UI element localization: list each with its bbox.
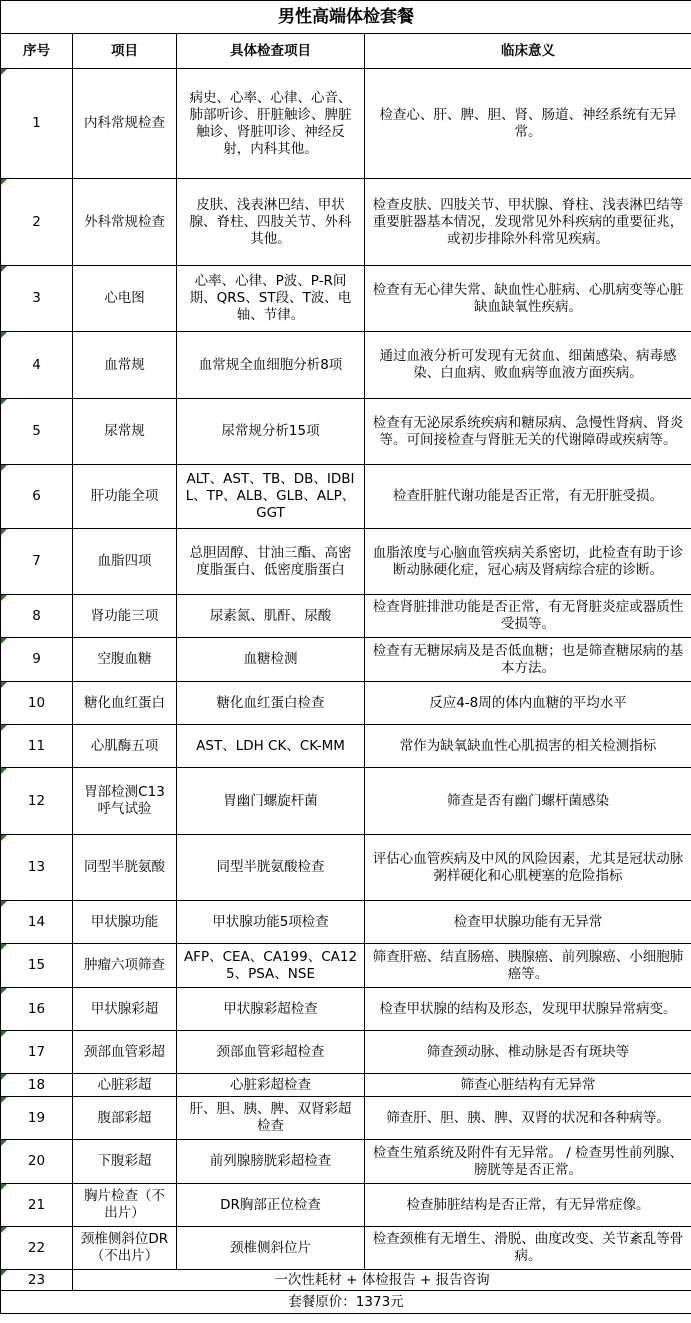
cell-detail: 肝、胆、胰、脾、双肾彩超检查 [177, 1097, 365, 1140]
table-row [1, 1184, 691, 1227]
cell-meaning: 检查生殖系统及附件有无异常。 / 检查男性前列腺、膀胱等是否正常。 [365, 1140, 691, 1184]
cell-item: 肿瘤六项筛查 [73, 944, 177, 988]
cell-seq: 14 [1, 901, 73, 944]
cell-detail: 颈部血管彩超检查 [177, 1031, 365, 1074]
cell-seq: 6 [1, 465, 73, 529]
cell-detail: 尿素氮、肌酐、尿酸 [177, 595, 365, 638]
cell-seq: 18 [1, 1074, 73, 1097]
extra-items-cell: 一次性耗材 + 体检报告 + 报告咨询 [73, 1270, 691, 1291]
cell-seq: 8 [1, 595, 73, 638]
table-row [1, 944, 691, 988]
cell-seq: 15 [1, 944, 73, 988]
table-row [1, 266, 691, 332]
cell-seq: 13 [1, 835, 73, 901]
cell-seq: 3 [1, 266, 73, 332]
cell-meaning: 筛查是否有幽门螺杆菌感染 [365, 768, 691, 835]
cell-seq: 22 [1, 1227, 73, 1270]
table-row [1, 725, 691, 768]
cell-meaning: 血脂浓度与心脑血管疾病关系密切，此检查有助于诊断动脉硬化症，冠心病及肾病综合症的诊断。 [365, 529, 691, 595]
cell-seq: 16 [1, 988, 73, 1031]
cell-item: 肾功能三项 [73, 595, 177, 638]
cell-meaning: 检查甲状腺功能有无异常 [365, 901, 691, 944]
table-row [1, 332, 691, 399]
cell-seq: 11 [1, 725, 73, 768]
cell-item: 尿常规 [73, 399, 177, 465]
cell-meaning: 检查肺脏结构是否正常，有无异常症像。 [365, 1184, 691, 1227]
title-row [1, 1, 691, 34]
cell-detail: AST、LDH CK、CK-MM [177, 725, 365, 768]
cell-detail: 皮肤、浅表淋巴结、甲状腺、脊柱、四肢关节、外科其他。 [177, 179, 365, 266]
cell-seq: 19 [1, 1097, 73, 1140]
cell-meaning: 检查有无泌尿系统疾病和糖尿病、急慢性肾病、肾炎等。可间接检查与肾脏无关的代谢障碍或疾病等。 [365, 399, 691, 465]
table-row [1, 69, 691, 179]
table-row [1, 1031, 691, 1074]
table-row [1, 901, 691, 944]
cell-detail: 甲状腺彩超检查 [177, 988, 365, 1031]
cell-item: 糖化血红蛋白 [73, 682, 177, 725]
cell-item: 内科常规检查 [73, 69, 177, 179]
cell-item: 心肌酶五项 [73, 725, 177, 768]
cell-item: 心脏彩超 [73, 1074, 177, 1097]
cell-item: 空腹血糖 [73, 638, 177, 682]
cell-seq: 23 [1, 1270, 73, 1291]
cell-meaning: 检查皮肤、四肢关节、甲状腺、脊柱、浅表淋巴结等重要脏器基本情况，发现常见外科疾病的重要征兆，或初步排除外科常见疾病。 [365, 179, 691, 266]
table-row [1, 1227, 691, 1270]
cell-meaning: 常作为缺氧缺血性心肌损害的相关检测指标 [365, 725, 691, 768]
cell-detail: ALT、AST、TB、DB、IDBIL、TP、ALB、GLB、ALP、GGT [177, 465, 365, 529]
cell-meaning: 评估心血管疾病及中风的风险因素，尤其是冠状动脉粥样硬化和心肌梗塞的危险指标 [365, 835, 691, 901]
cell-item: 颈部血管彩超 [73, 1031, 177, 1074]
table-row [1, 1140, 691, 1184]
table-row [1, 768, 691, 835]
cell-seq: 7 [1, 529, 73, 595]
header-meaning: 临床意义 [365, 34, 691, 69]
cell-seq: 12 [1, 768, 73, 835]
table-row [1, 682, 691, 725]
cell-detail: 糖化血红蛋白检查 [177, 682, 365, 725]
cell-seq: 2 [1, 179, 73, 266]
cell-meaning: 通过血液分析可发现有无贫血、细菌感染、病毒感染、白血病、败血病等血液方面疾病。 [365, 332, 691, 399]
cell-meaning: 检查有无心律失常、缺血性心脏病、心肌病变等心脏缺血缺氧性疾病。 [365, 266, 691, 332]
cell-detail: 胃幽门螺旋杆菌 [177, 768, 365, 835]
cell-detail: 病史、心率、心律、心音、肺部听诊、肝脏触诊、脾脏触诊、肾脏叩诊、神经反射，内科其他。 [177, 69, 365, 179]
cell-detail: 颈椎侧斜位片 [177, 1227, 365, 1270]
table-row [1, 179, 691, 266]
cell-detail: AFP、CEA、CA199、CA125、PSA、NSE [177, 944, 365, 988]
cell-meaning: 筛查肝癌、结直肠癌、胰腺癌、前列腺癌、小细胞肺癌等。 [365, 944, 691, 988]
cell-detail: 心率、心律、P波、P-R间期、QRS、ST段、T波、电轴、节律。 [177, 266, 365, 332]
cell-item: 下腹彩超 [73, 1140, 177, 1184]
cell-item: 颈椎侧斜位DR（不出片） [73, 1227, 177, 1270]
cell-detail: 血常规全血细胞分析8项 [177, 332, 365, 399]
table-row [1, 1097, 691, 1140]
cell-detail: 心脏彩超检查 [177, 1074, 365, 1097]
cell-meaning: 检查有无糖尿病及是否低血糖；也是筛查糖尿病的基本方法。 [365, 638, 691, 682]
cell-seq: 4 [1, 332, 73, 399]
cell-seq: 17 [1, 1031, 73, 1074]
cell-detail: 血糖检测 [177, 638, 365, 682]
cell-meaning: 反应4-8周的体内血糖的平均水平 [365, 682, 691, 725]
cell-detail: 前列腺膀胱彩超检查 [177, 1140, 365, 1184]
cell-item: 甲状腺彩超 [73, 988, 177, 1031]
cell-seq: 20 [1, 1140, 73, 1184]
cell-item: 血常规 [73, 332, 177, 399]
cell-item: 血脂四项 [73, 529, 177, 595]
cell-meaning: 检查心、肝、脾、胆、肾、肠道、神经系统有无异常。 [365, 69, 691, 179]
cell-meaning: 筛查肝、胆、胰、脾、双肾的状况和各种病等。 [365, 1097, 691, 1140]
package-price: 套餐原价：1373元 [1, 1291, 691, 1314]
cell-meaning: 检查肝脏代谢功能是否正常，有无肝脏受损。 [365, 465, 691, 529]
cell-seq: 9 [1, 638, 73, 682]
table-row [1, 595, 691, 638]
table-row [1, 465, 691, 529]
cell-item: 腹部彩超 [73, 1097, 177, 1140]
cell-detail: 总胆固醇、甘油三酯、高密度脂蛋白、低密度脂蛋白 [177, 529, 365, 595]
header-row [1, 34, 691, 69]
footer-row [1, 1291, 691, 1314]
cell-item: 胸片检查（不出片） [73, 1184, 177, 1227]
table-title: 男性高端体检套餐 [1, 1, 691, 34]
cell-detail: DR胸部正位检查 [177, 1184, 365, 1227]
cell-detail: 尿常规分析15项 [177, 399, 365, 465]
cell-seq: 5 [1, 399, 73, 465]
cell-seq: 1 [1, 69, 73, 179]
table-row [1, 529, 691, 595]
cell-meaning: 检查颈椎有无增生、滑脱、曲度改变、关节紊乱等骨病。 [365, 1227, 691, 1270]
table-row [1, 399, 691, 465]
table-row [1, 835, 691, 901]
table-row [1, 638, 691, 682]
header-seq: 序号 [1, 34, 73, 69]
cell-item: 胃部检测C13呼气试验 [73, 768, 177, 835]
cell-seq: 21 [1, 1184, 73, 1227]
cell-meaning: 筛查心脏结构有无异常 [365, 1074, 691, 1097]
header-item: 项目 [73, 34, 177, 69]
cell-meaning: 检查甲状腺的结构及形态，发现甲状腺异常病变。 [365, 988, 691, 1031]
cell-detail: 甲状腺功能5项检查 [177, 901, 365, 944]
cell-item: 肝功能全项 [73, 465, 177, 529]
cell-meaning: 检查肾脏排泄功能是否正常，有无肾脏炎症或器质性受损等。 [365, 595, 691, 638]
cell-item: 同型半胱氨酸 [73, 835, 177, 901]
cell-item: 外科常规检查 [73, 179, 177, 266]
table-row [1, 1074, 691, 1097]
cell-seq: 10 [1, 682, 73, 725]
cell-item: 心电图 [73, 266, 177, 332]
cell-detail: 同型半胱氨酸检查 [177, 835, 365, 901]
table-row [1, 988, 691, 1031]
table-row [1, 1270, 691, 1291]
cell-item: 甲状腺功能 [73, 901, 177, 944]
cell-meaning: 筛查颈动脉、椎动脉是否有斑块等 [365, 1031, 691, 1074]
header-detail: 具体检查项目 [177, 34, 365, 69]
